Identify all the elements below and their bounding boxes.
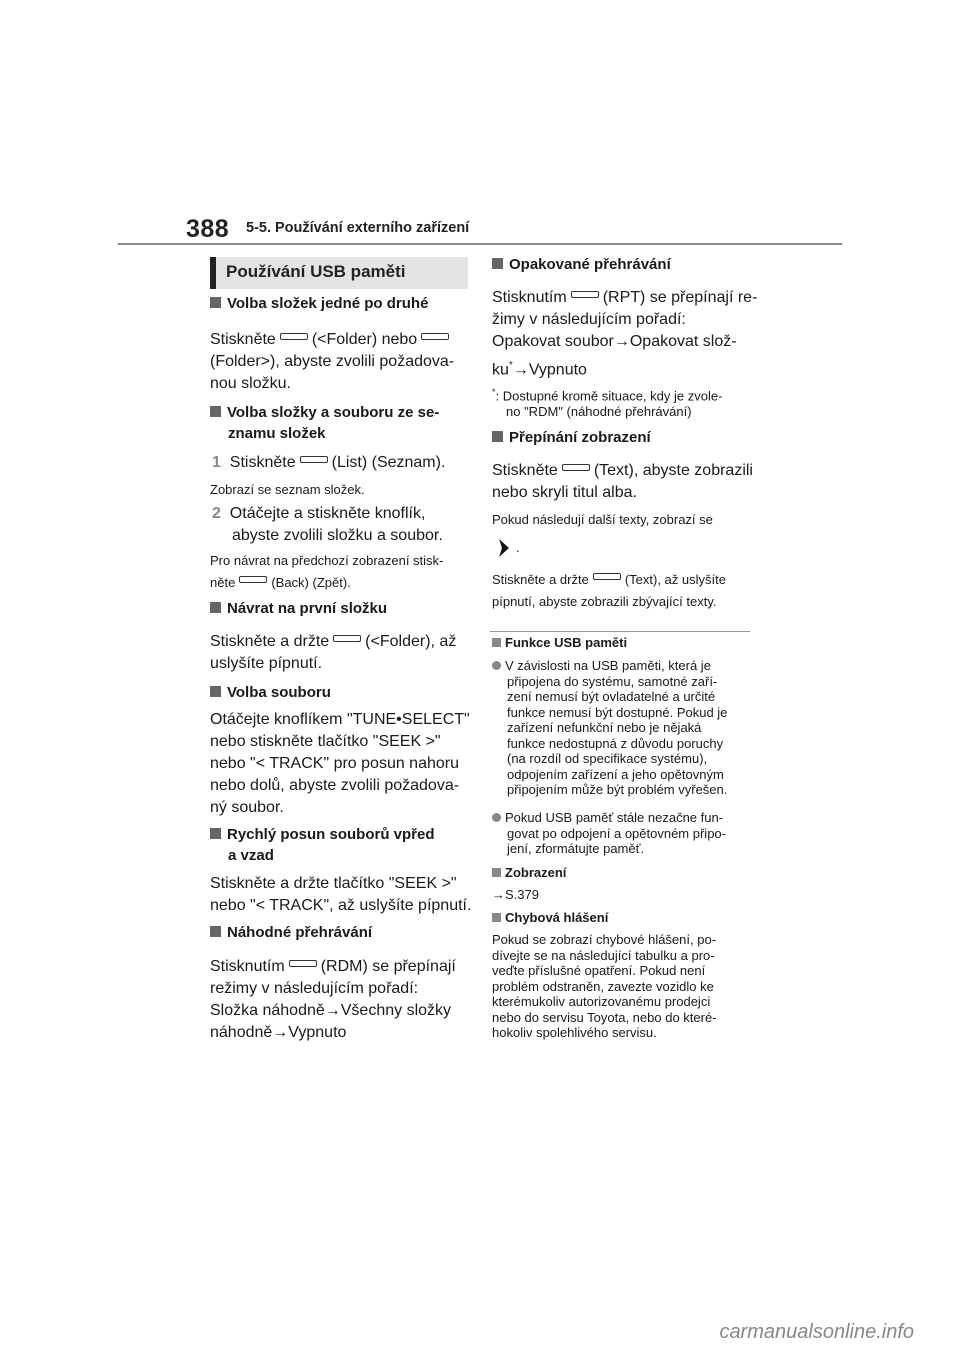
heading-fast-forward: Rychlý posun souborů vpřed: [210, 824, 435, 846]
para-line: Pokud se zobrazí chybové hlášení, po-: [492, 932, 717, 947]
note-line: pípnutí, abyste zobrazili zbývající texty.: [492, 594, 717, 609]
para-line: hokoliv spolehlivého servisu.: [492, 1025, 657, 1040]
page-reference[interactable]: →S.379: [492, 887, 539, 902]
heading-error-messages: Chybová hlášení: [492, 910, 608, 926]
step-2-note: Pro návrat na předchozí zobrazení stisk-: [210, 553, 444, 568]
step-1: 1 Stiskněte (List) (Seznam).: [212, 454, 446, 471]
note-period: .: [516, 540, 520, 555]
button-symbol-icon: [333, 635, 361, 642]
para-random: Stisknutím (RDM) se přepínají: [210, 958, 456, 975]
section-title-box: [210, 257, 468, 289]
para-repeat: Stisknutím (RPT) se přepínají re-: [492, 289, 758, 306]
heading-line: znamu složek: [228, 425, 326, 442]
para-line: nebo "< TRACK" pro posun nahoru: [210, 755, 459, 772]
watermark: carmanualsonline.info: [719, 1321, 914, 1343]
square-bullet-icon: [210, 297, 221, 308]
heading-random: Náhodné přehrávání: [210, 922, 372, 944]
step-1-note: Zobrazí se seznam složek.: [210, 482, 365, 497]
para-line: nou složku.: [210, 375, 291, 392]
para-display-switch: Stiskněte (Text), abyste zobrazili: [492, 462, 753, 479]
footnote-line: no "RDM" (náhodné přehrávání): [506, 404, 692, 419]
para-line: uslyšíte pípnutí.: [210, 655, 323, 672]
para-line: nebo skryli titul alba.: [492, 484, 637, 501]
bullet-line: jení, zformátujte paměť.: [507, 841, 645, 856]
square-bullet-icon: [492, 258, 503, 269]
square-bullet-icon: [492, 431, 503, 442]
step-2-line: abyste zvolili složku a soubor.: [232, 527, 443, 544]
heading-usb-functions: Funkce USB paměti: [492, 635, 627, 651]
bullet-line: odpojením zařízení a jeho opětovným: [507, 766, 724, 782]
para-line: ku*→Vypnuto: [492, 360, 587, 379]
heading-folder-select: Volba složek jedné po druhé: [210, 293, 428, 315]
para-line: veďte příslušné opatření. Pokud není: [492, 963, 706, 978]
square-bullet-icon: [210, 406, 221, 417]
square-bullet-icon: [210, 828, 221, 839]
bullet-line: zařízení nefunkční nebo je nějaká: [507, 720, 702, 735]
heading-repeat: Opakované přehrávání: [492, 254, 671, 276]
square-bullet-icon: [492, 913, 501, 922]
square-bullet-icon: [492, 638, 501, 647]
heading-line: a vzad: [228, 847, 274, 864]
round-bullet-icon: [492, 813, 501, 822]
heading-list-select: Volba složky a souboru ze se-: [210, 402, 439, 424]
para-line: ný soubor.: [210, 799, 284, 816]
bullet-usb-1: V závislosti na USB paměti, která je: [492, 658, 711, 674]
para-line: (Folder>), abyste zvolili požadova-: [210, 353, 455, 370]
chapter-title: 5-5. Používání externího zařízení: [246, 220, 470, 236]
button-symbol-icon: [239, 576, 267, 583]
para-line: náhodně→Vypnuto: [210, 1024, 347, 1041]
note-line: Pokud následují další texty, zobrazí se: [492, 512, 713, 527]
step-2-note-line: něte (Back) (Zpět).: [210, 575, 351, 590]
step-2: 2 Otáčejte a stiskněte knoflík,: [212, 505, 426, 522]
button-symbol-icon: [571, 291, 599, 298]
heading-file-select: Volba souboru: [210, 682, 331, 704]
square-bullet-icon: [492, 868, 501, 877]
notes-divider: [490, 631, 750, 632]
para-line: nebo dolů, abyste zvolili požadova-: [210, 777, 460, 794]
footnote: *: Dostupné kromě situace, kdy je zvole-: [492, 387, 723, 404]
button-symbol-icon: [421, 333, 449, 340]
square-bullet-icon: [210, 602, 221, 613]
para-first-folder: Stiskněte a držte (<Folder), až: [210, 633, 457, 650]
bullet-usb-2: Pokud USB paměť stále nezačne fun-: [492, 810, 723, 826]
page-number: 388: [186, 215, 230, 243]
para-line: nebo "< TRACK", až uslyšíte pípnutí.: [210, 897, 472, 914]
button-symbol-icon: [562, 464, 590, 471]
para-line: Opakovat soubor→Opakovat slož-: [492, 333, 737, 350]
button-symbol-icon: [280, 333, 308, 340]
bullet-line: govat po odpojení a opětovném připo-: [507, 825, 726, 841]
bullet-line: funkce nedostupná z důvodu poruchy: [507, 735, 724, 751]
para-line: dívejte se na následující tabulku a pro-: [492, 947, 715, 963]
more-text-arrow-icon: [495, 538, 511, 563]
para-folder-select: Stiskněte (<Folder) nebo: [210, 329, 453, 351]
button-symbol-icon: [593, 573, 621, 580]
square-bullet-icon: [210, 686, 221, 697]
para-line: režimy v následujícím pořadí:: [210, 980, 419, 997]
para-line: Stiskněte a držte tlačítko "SEEK >": [210, 875, 457, 892]
note-line: Stiskněte a držte (Text), až uslyšíte: [492, 572, 726, 587]
para-line: žimy v následujícím pořadí:: [492, 311, 686, 328]
heading-display-switch: Přepínání zobrazení: [492, 427, 651, 449]
para-line: kterémukoliv autorizovanému prodejci: [492, 994, 711, 1009]
section-title: Používání USB paměti: [226, 262, 406, 281]
button-symbol-icon: [289, 960, 317, 967]
para-line: Otáčejte knoflíkem "TUNE•SELECT": [210, 711, 470, 728]
button-symbol-icon: [300, 456, 328, 463]
heading-first-folder: Návrat na první složku: [210, 598, 387, 620]
bullet-line: zení nemusí být ovladatelné a určité: [507, 689, 716, 704]
bullet-line: připojením může být problém vyřešen.: [507, 782, 728, 797]
round-bullet-icon: [492, 661, 501, 670]
header-rule: [118, 243, 842, 245]
bullet-line: (na rozdíl od specifikace systému),: [507, 751, 708, 766]
heading-display: Zobrazení: [492, 865, 566, 881]
para-line: nebo stiskněte tlačítko "SEEK >": [210, 733, 441, 750]
square-bullet-icon: [210, 926, 221, 937]
bullet-line: funkce nemusí být dostupné. Pokud je: [507, 704, 728, 720]
para-line: problém odstraněn, zavezte vozidlo ke: [492, 978, 714, 994]
para-line: nebo do servisu Toyota, nebo do které-: [492, 1009, 717, 1025]
para-line: Složka náhodně→Všechny složky: [210, 1002, 452, 1019]
bullet-line: připojena do systému, samotné zaří-: [507, 673, 718, 689]
